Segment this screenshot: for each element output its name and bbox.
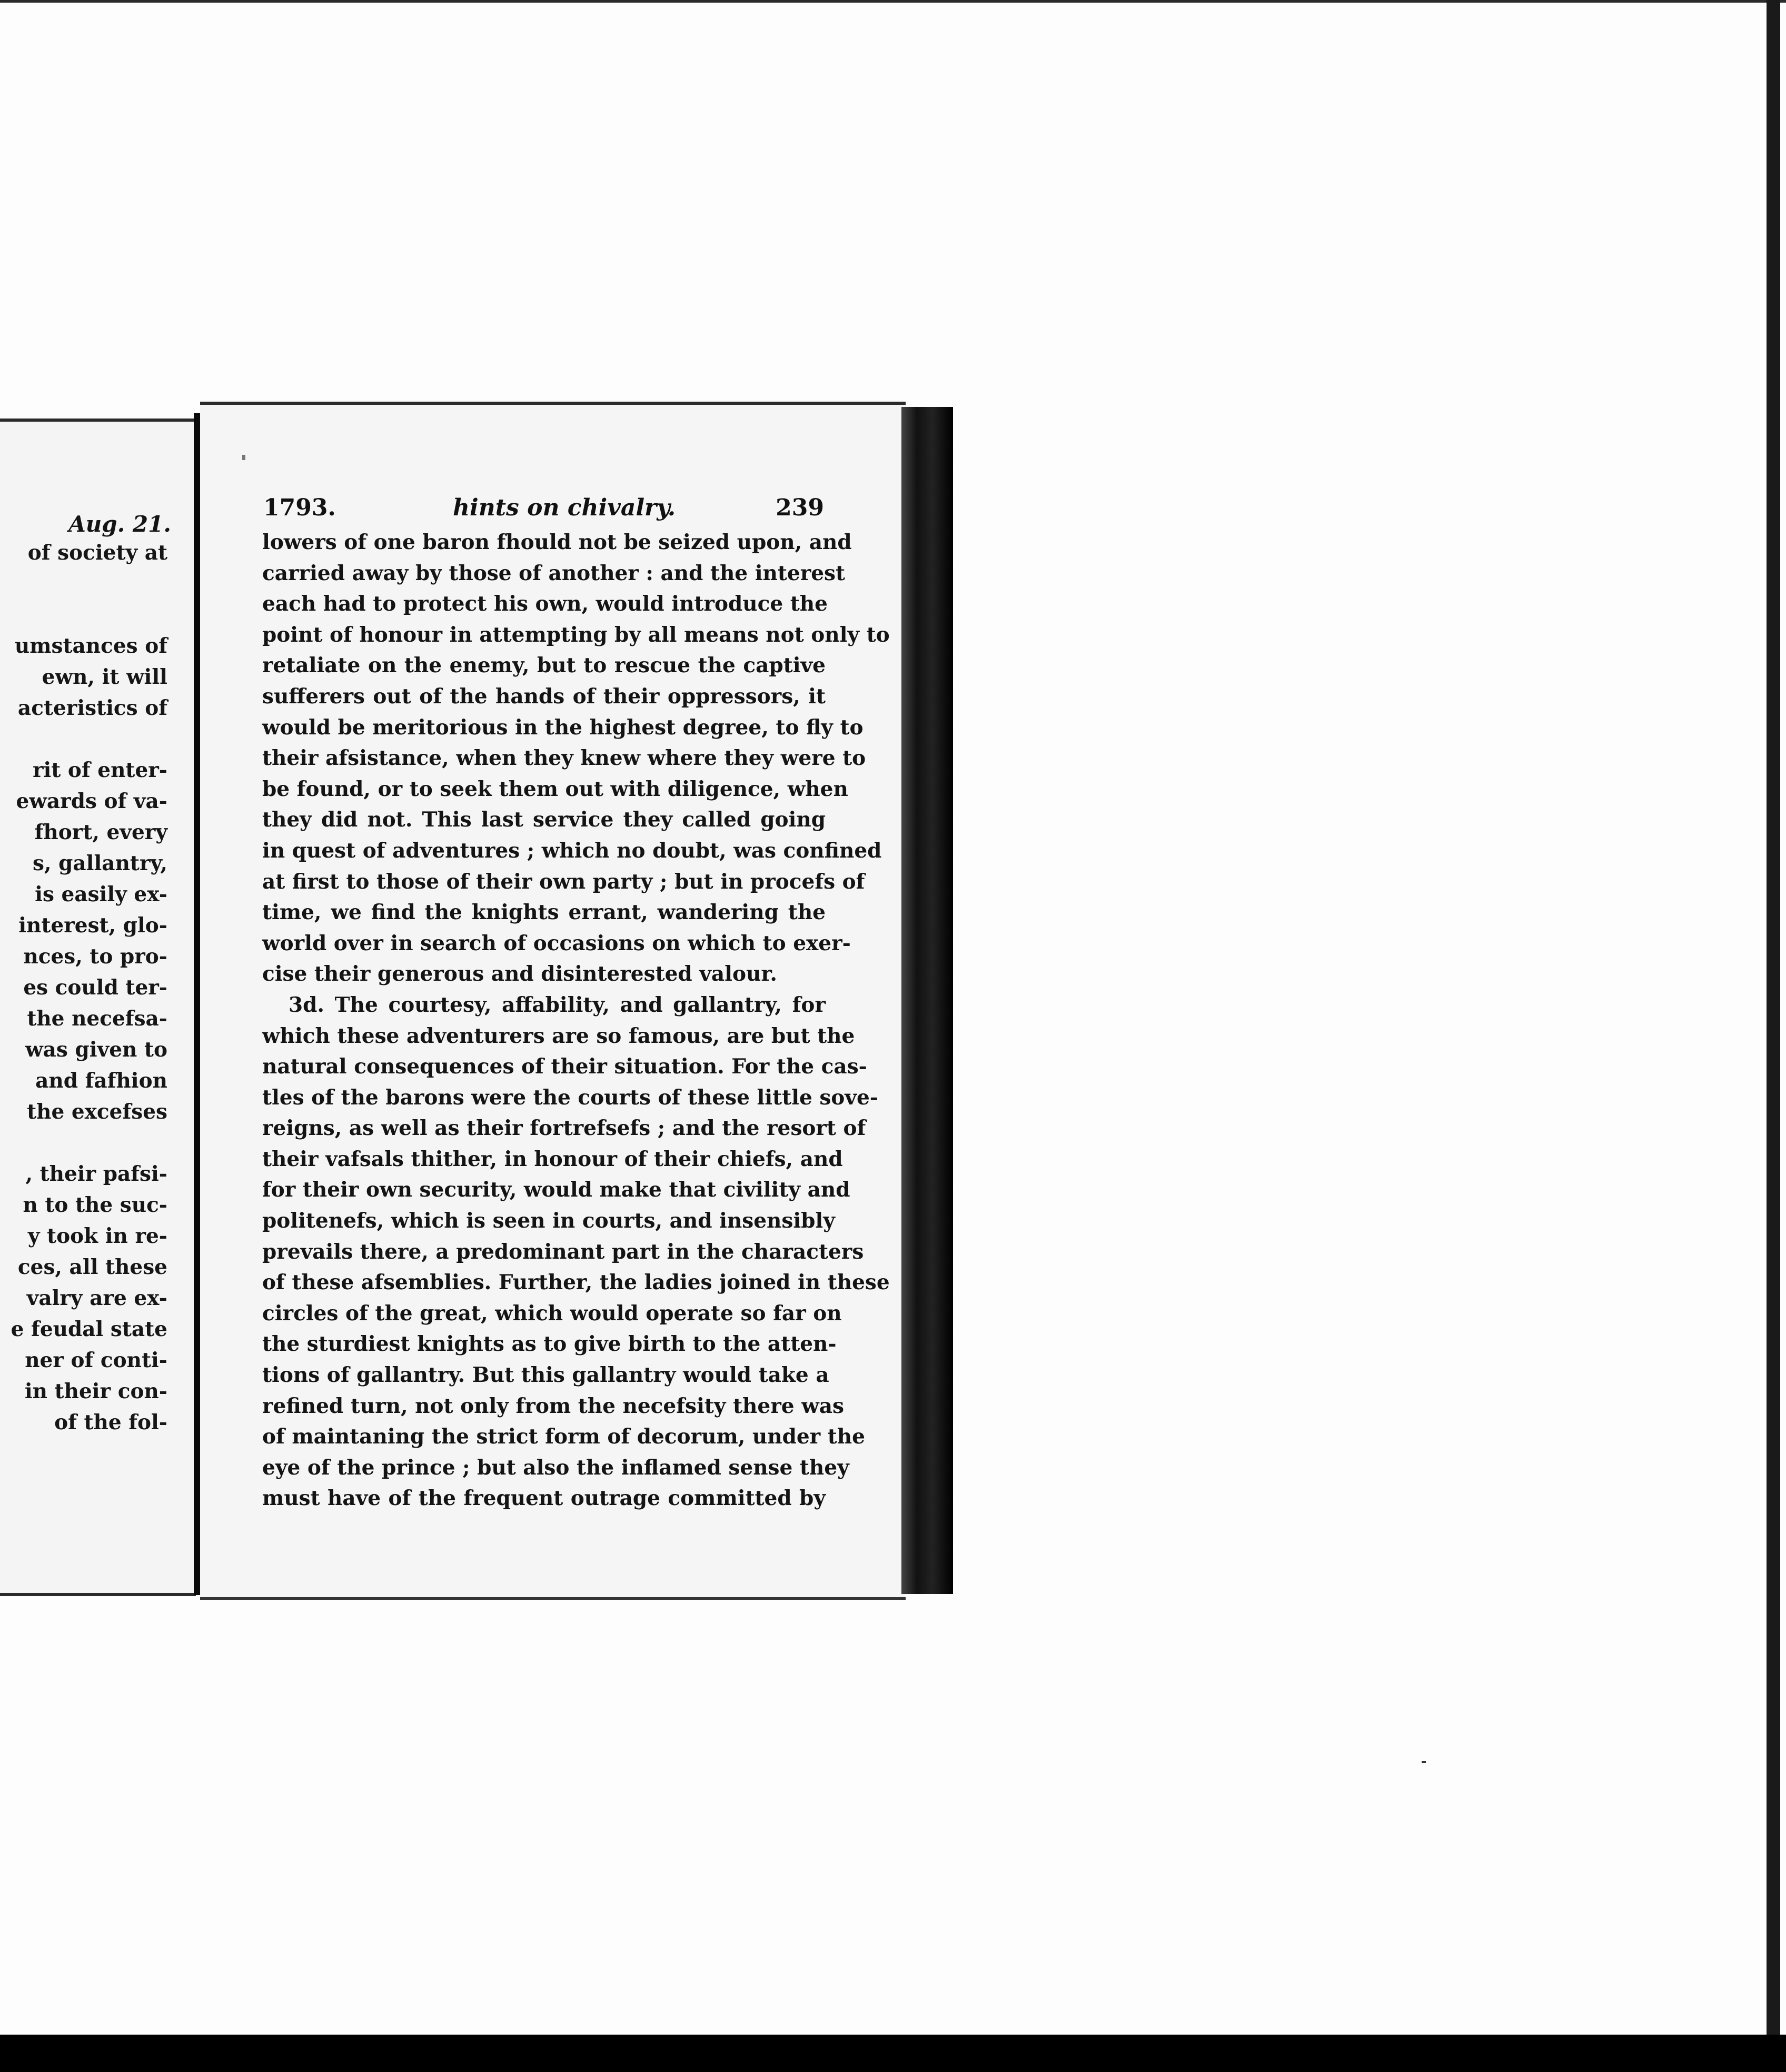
left-text-line: y took in re- xyxy=(27,1224,167,1248)
left-text-line: ewn, it will xyxy=(42,665,167,689)
left-page-header: Aug. 21. xyxy=(68,511,171,537)
text-line: for their own security, would make that civility and xyxy=(262,1178,850,1202)
text-line: refined turn, not only from the necefsity there was xyxy=(262,1393,844,1418)
left-text-line xyxy=(0,1128,167,1159)
header-year: 1793. xyxy=(263,494,336,521)
text-line: be found, or to seek them out with diligence, when xyxy=(262,776,848,801)
body-text xyxy=(262,527,890,1514)
left-text-line: , their pafsi- xyxy=(25,1162,167,1186)
left-text-line xyxy=(0,569,167,600)
left-text-line: e feudal state xyxy=(11,1317,167,1341)
text-line: they did not. This last service they called going xyxy=(262,808,826,832)
text-line: must have of the frequent outrage committed by xyxy=(262,1486,826,1511)
left-text-line: was given to xyxy=(25,1038,167,1062)
left-text-line: the excefses xyxy=(27,1100,167,1124)
text-line: carried away by those of another : and the interest xyxy=(262,561,846,585)
left-page-text xyxy=(0,537,167,1438)
left-text-line: of society at xyxy=(27,541,167,565)
right-page xyxy=(200,402,906,1600)
left-text-line: rit of enter- xyxy=(32,758,167,782)
left-text-line: is easily ex- xyxy=(35,882,167,906)
text-line: tles of the barons were the courts of these little sove- xyxy=(262,1085,878,1110)
text-line: their vafsals thither, in honour of their chiefs, and xyxy=(262,1147,843,1171)
text-line: each had to protect his own, would introduce the xyxy=(262,592,828,616)
left-text-line: ces, all these xyxy=(17,1255,167,1279)
left-text-line: in their con- xyxy=(24,1379,167,1403)
running-head xyxy=(263,494,824,526)
text-line: eye of the prince ; but also the inflamed sense they xyxy=(262,1455,849,1480)
scan-top-edge xyxy=(0,0,1786,3)
book-gutter xyxy=(194,413,200,1595)
left-text-line: umstances of xyxy=(14,634,167,658)
left-text-line: n to the suc- xyxy=(23,1193,167,1217)
left-text-line xyxy=(0,600,167,631)
left-text-line: valry are ex- xyxy=(26,1286,167,1310)
header-title: hints on chivalry. xyxy=(453,494,676,521)
left-text-line: ewards of va- xyxy=(16,789,167,813)
dust-speck xyxy=(1422,1761,1426,1763)
page-fore-edge xyxy=(901,407,953,1594)
left-text-line: interest, glo- xyxy=(18,913,167,938)
text-line: lowers of one baron fhould not be seized upon, and xyxy=(262,530,852,554)
book-spread xyxy=(0,397,953,1619)
text-line: world over in search of occasions on which to exer- xyxy=(262,931,851,955)
text-line: of these afsemblies. Further, the ladies joined in these xyxy=(262,1270,890,1295)
text-line: retaliate on the enemy, but to rescue the captive xyxy=(262,653,826,678)
text-line: in quest of adventures ; which no doubt, was confined xyxy=(262,838,882,863)
left-text-line: the necefsa- xyxy=(27,1007,167,1031)
text-line: at first to those of their own party ; but in procefs of xyxy=(262,869,865,894)
left-text-line: and fafhion xyxy=(35,1069,167,1093)
left-text-line: acteristics of xyxy=(17,696,167,720)
left-text-line: nces, to pro- xyxy=(23,944,167,969)
page-number: 239 xyxy=(776,494,824,521)
text-line: circles of the great, which would operate so far on xyxy=(262,1301,842,1326)
text-line: their afsistance, when they knew where they were to xyxy=(262,746,866,771)
left-text-line: fhort, every xyxy=(34,820,167,844)
text-line: which these adventurers are so famous, are but the xyxy=(262,1023,855,1048)
left-page xyxy=(0,419,196,1596)
text-line: reigns, as well as their fortrefsefs ; and the resort of xyxy=(262,1116,866,1141)
text-line: of maintaning the strict form of decorum, under the xyxy=(262,1424,865,1449)
text-line: would be meritorious in the highest degree, to fly to xyxy=(262,715,864,740)
left-text-line xyxy=(0,724,167,755)
text-line: time, we find the knights errant, wandering the xyxy=(262,900,826,925)
text-line: sufferers out of the hands of their oppressors, it xyxy=(262,684,826,709)
text-line: prevails there, a predominant part in the characters xyxy=(262,1239,864,1264)
left-text-line: es could ter- xyxy=(23,975,167,1000)
text-line: the sturdiest knights as to give birth to the atten- xyxy=(262,1332,837,1357)
text-line: tions of gallantry. But this gallantry would take a xyxy=(262,1363,829,1388)
scan-right-edge xyxy=(1767,0,1780,2072)
text-line: natural consequences of their situation. For the cas- xyxy=(262,1054,867,1079)
text-line: politenefs, which is seen in courts, and insensibly xyxy=(262,1209,835,1233)
text-line: point of honour in attempting by all means not only to xyxy=(262,622,890,647)
text-line: cise their generous and disinterested valour. xyxy=(262,962,777,987)
left-text-line: s, gallantry, xyxy=(33,851,167,875)
left-text-line: of the fol- xyxy=(54,1410,167,1435)
left-text-line: ner of conti- xyxy=(25,1348,167,1372)
ink-mark xyxy=(242,455,245,460)
scan-bottom-edge xyxy=(0,2035,1786,2072)
text-line: 3d. The courtesy, affability, and gallantry, for xyxy=(289,992,826,1017)
